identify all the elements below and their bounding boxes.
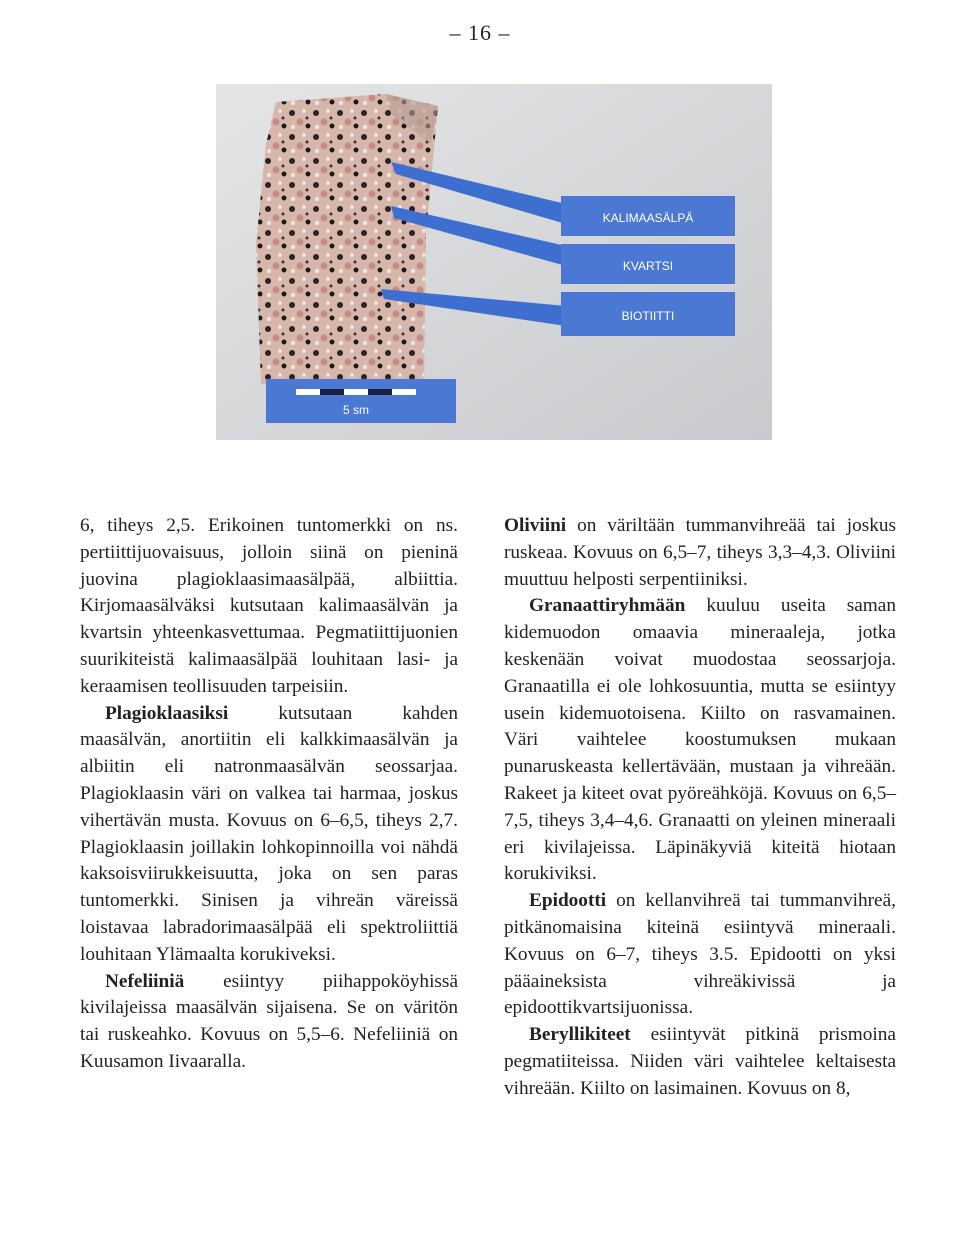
paragraph-oliviini: Oliviini on väriltään tummanvihreää tai joskus ruskeaa. Kovuus on 6,5–7, tiheys 3,3–4,3. Oliviini muuttuu helposti serpentiiniksi. xyxy=(504,515,896,590)
term-beryllikiteet: Beryllikiteet xyxy=(529,1024,631,1046)
term-oliviini: Oliviini xyxy=(504,515,567,536)
label-kvartsi: KVARTSI xyxy=(622,259,674,273)
paragraph-plagioklaasi: Plagioklaasiksi kutsutaan kahden maasälvän, anortiitin eli kalkkimaasälvän ja albiitin eli natronmaasälvän seossarjaa. Plagioklaasin väri on valkea tai harmaa, joskus vihertävän musta. Kovuus on 6–6,5, tiheys 2,7. Plagioklaasin joillakin lohkopinnoilla voi nähdä kaksoisviirukkeisuutta, joka on sen paras tuntomerkki. Sinisen ja vihreän väreissä loistavaa labradorimaasälpää eli spektroliittiä louhitaan Ylämaalta korukiveksi. xyxy=(80,702,458,965)
paragraph-nefeliini: Nefeliiniä esiintyy piihappoköyhissä kivilajeissa maasälvän sijaisena. Se on väritön tai ruskeahko. Kovuus on 5,5–6. Nefeliiniä on Kuusamon Iivaaralla. xyxy=(80,970,458,1072)
paragraph-1: 6, tiheys 2,5. Erikoinen tuntomerkki on ns. pertiittijuovaisuus, jolloin siinä on pieninä juovina plagioklaasimaasälpää, albiittia. Kirjomaasälväksi kutsutaan kalimaasälvän ja kvartsin yhteenkasvettumaa. Pegmatiittijuonien suurikiteistä kalimaasälpää louhitaan lasi- ja keraamisen teollisuuden tarpeisiin. xyxy=(80,515,458,697)
term-nefeliini: Nefeliiniä xyxy=(105,970,185,992)
left-column xyxy=(80,513,458,1076)
term-epidootti: Epidootti xyxy=(529,890,607,912)
term-granaatti: Granaattiryhmään xyxy=(529,595,686,617)
right-column xyxy=(504,513,896,1103)
label-kalimaasalpa: KALIMAASÄLPÄ xyxy=(602,211,694,225)
label-biotiitti: BIOTIITTI xyxy=(621,309,675,323)
granite-specimen-image xyxy=(216,84,772,440)
paragraph-granaatti: Granaattiryhmään kuuluu useita saman kidemuodon omaavia mineraaleja, jotka keskenään voivat muodostaa seossarjoja. Granaatilla ei ole lohkosuuntia, mutta se esiintyy usein kidemuotoisena. Kiilto on rasvamainen. Väri vaihtelee koostumuksen mukaan punaruskeasta kellertävään, mustaan ja vihreään. Rakeet ja kiteet ovat pyöreähköjä. Kovuus on 6,5–7,5, tiheys 3,4–4,6. Granaatti on yleinen mineraali eri kivilajeissa. Läpinäkyviä kiteitä hiotaan korukiviksi. xyxy=(504,595,896,885)
paragraph-epidootti: Epidootti on kellanvihreä tai tummanvihreä, pitkänomaisina kiteinä esiintyvä mineraali. Kovuus on 6–7, tiheys 3.5. Epidootti on yksi pääaineksista vihreäkivissä ja epidoottikvartsijuonissa. xyxy=(504,890,896,1019)
paragraph-beryllikiteet: Beryllikiteet esiintyvät pitkinä prismoina pegmatiiteissa. Niiden väri vaihtelee keltaisesta vihreään. Kiilto on lasimainen. Kovuus on 8, xyxy=(504,1024,896,1099)
term-plagioklaasi: Plagioklaasiksi xyxy=(105,702,229,724)
scale-label: 5 sm xyxy=(342,403,370,417)
granite-rock xyxy=(256,94,438,389)
rock-photo xyxy=(216,84,772,440)
page-number: – 16 – xyxy=(449,20,511,45)
